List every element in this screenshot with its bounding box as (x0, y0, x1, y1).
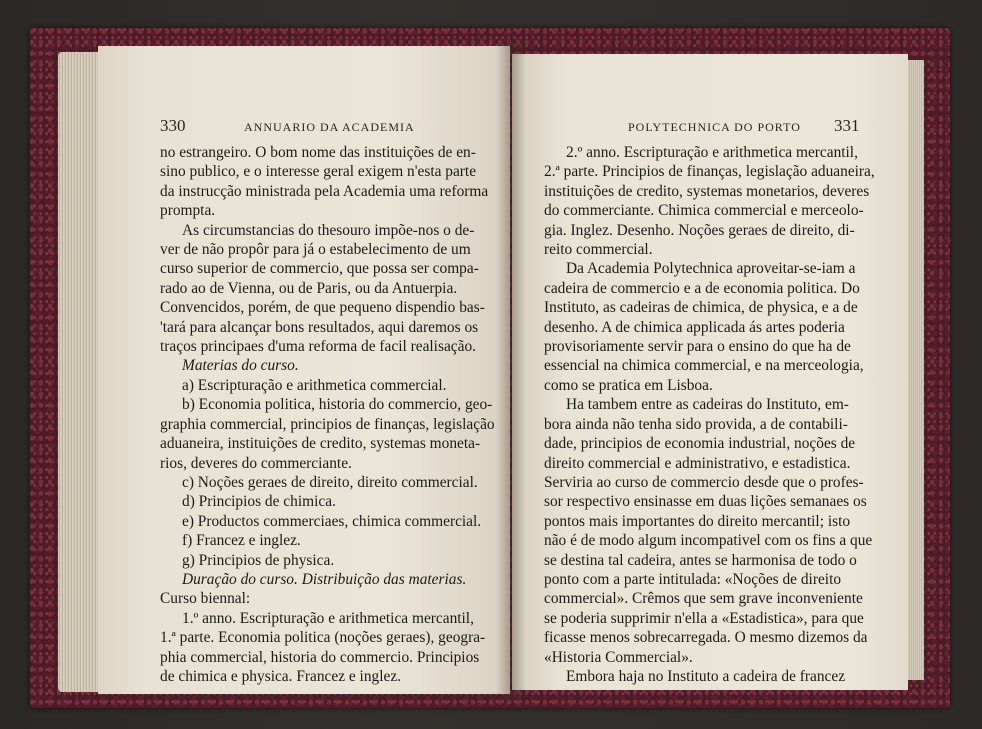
left-page-text (160, 143, 495, 686)
text-line: reito commercial. (544, 241, 653, 259)
text-line: do commerciante. Chimica commercial e merceolo- (544, 202, 864, 220)
left-running-head: ANNUARIO DA ACADEMIA (244, 120, 415, 134)
text-line: Ha tambem entre as cadeiras do Instituto, em- (566, 396, 849, 414)
text-line: Embora haja no Instituto a cadeira de francez (566, 667, 846, 685)
text-line: 1.º anno. Escripturação e arithmetica mercantil, (182, 609, 474, 627)
text-line: «Historia Commercial». (544, 648, 693, 666)
text-line: b) Economia politica, historia do commercio, geo- (182, 396, 493, 414)
text-line: ponto com a parte intitulada: «Noções de direito (544, 570, 842, 588)
text-line: provisoriamente servir para o ensino do que ha de (544, 338, 851, 356)
text-line: g) Principios de physica. (182, 551, 335, 569)
text-line: cadeira de commercio e a de economia politica. Do (544, 279, 860, 297)
text-line: aduaneira, instituições de credito, systemas moneta- (160, 435, 481, 453)
text-line: graphia commercial, principios de finanças, legislação (160, 415, 495, 433)
text-line: f) Francez e inglez. (182, 532, 301, 550)
text-line: 1.ª parte. Economia politica (noções geraes), geogra- (160, 629, 486, 647)
text-line: e) Productos commerciaes, chimica commercial. (182, 512, 482, 530)
text-line: d) Principios de chimica. (182, 493, 336, 511)
text-line: de chimica e physica. Francez e inglez. (160, 667, 402, 685)
text-line: se poderia supprimir n'ella a «Estadistica», para que (544, 609, 864, 627)
text-line: 2.ª parte. Principios de finanças, legislação aduaneira, (544, 163, 875, 181)
text-line: traços principaes d'uma reforma de facil realisação. (160, 338, 476, 356)
text-line: não é de modo algum incompativel com os fins a que (544, 532, 873, 550)
text-line: ficasse menos sobrecarregada. O mesmo dizemos da (544, 629, 868, 647)
right-page-text (544, 143, 875, 686)
text-line: rios, deveres do commerciante. (160, 454, 352, 472)
left-page-number: 330 (160, 116, 186, 135)
text-line: Convencidos, porém, de que pequeno dispendio bas- (160, 299, 485, 317)
text-line: Duração do curso. Distribuição das materias. (182, 570, 467, 588)
text-line: c) Noções geraes de direito, direito commercial. (182, 473, 478, 491)
text-line: pontos mais importantes do direito mercantil; isto (544, 512, 851, 530)
text-line: Instituto, as cadeiras de chimica, de physica, e a de (544, 299, 858, 317)
text-line: direito commercial e administrativo, e estadistica. (544, 454, 851, 472)
right-running-head: POLYTECHNICA DO PORTO (628, 120, 801, 134)
text-line: 'tará para alcançar bons resultados, aqui daremos os (160, 318, 479, 336)
text-line: bora ainda não tenha sido provida, a de contabili- (544, 415, 848, 433)
text-line: a) Escripturação e arithmetica commercial. (182, 376, 447, 394)
text-line: ver de não propôr para já o estabelecimento de um (160, 241, 471, 259)
text-line: 2.º anno. Escripturação e arithmetica mercantil, (566, 144, 858, 161)
text-line: phia commercial, historia do commercio. Principios (160, 648, 480, 666)
text-line: As circumstancias do thesouro impõe-nos o de- (182, 221, 475, 239)
text-line: gia. Inglez. Desenho. Noções geraes de direito, di- (544, 221, 855, 239)
right-page-number: 331 (834, 116, 860, 135)
text-line: dade, principios de economia industrial, noções de (544, 435, 856, 453)
text-line: da instrucção ministrada pela Academia uma reforma (160, 182, 489, 200)
text-line: como se pratica em Lisboa. (544, 376, 713, 394)
text-line: Curso biennal: (160, 590, 251, 608)
text-line: no estrangeiro. O bom nome das instituições de en- (160, 144, 476, 161)
text-line: curso superior de commercio, que possa ser compa- (160, 260, 479, 278)
text-line: Materias do curso. (182, 357, 299, 375)
text-line: commercial». Crêmos que sem grave inconveniente (544, 590, 863, 608)
text-line: essencial na chimica commercial, e na merceologia, (544, 357, 864, 375)
text-line: Serviria ao curso de commercio desde que o profes- (544, 473, 864, 491)
text-line: desenho. A de chimica applicada ás artes poderia (544, 318, 845, 336)
text-line: se destina tal cadeira, antes se harmonisa de todo o (544, 551, 857, 569)
text-line: prompta. (160, 202, 216, 220)
text-line: sino publico, e o interesse geral exigem n'esta parte (160, 163, 477, 181)
text-line: instituições de credito, systemas monetarios, deveres (544, 182, 870, 200)
text-line: Da Academia Polytechnica aproveitar-se-iam a (566, 260, 856, 278)
text-line: sor respectivo ensinasse em duas lições semanaes os (544, 493, 867, 511)
text-line: rado ao de Vienna, ou de Paris, ou da Antuerpia. (160, 279, 458, 297)
